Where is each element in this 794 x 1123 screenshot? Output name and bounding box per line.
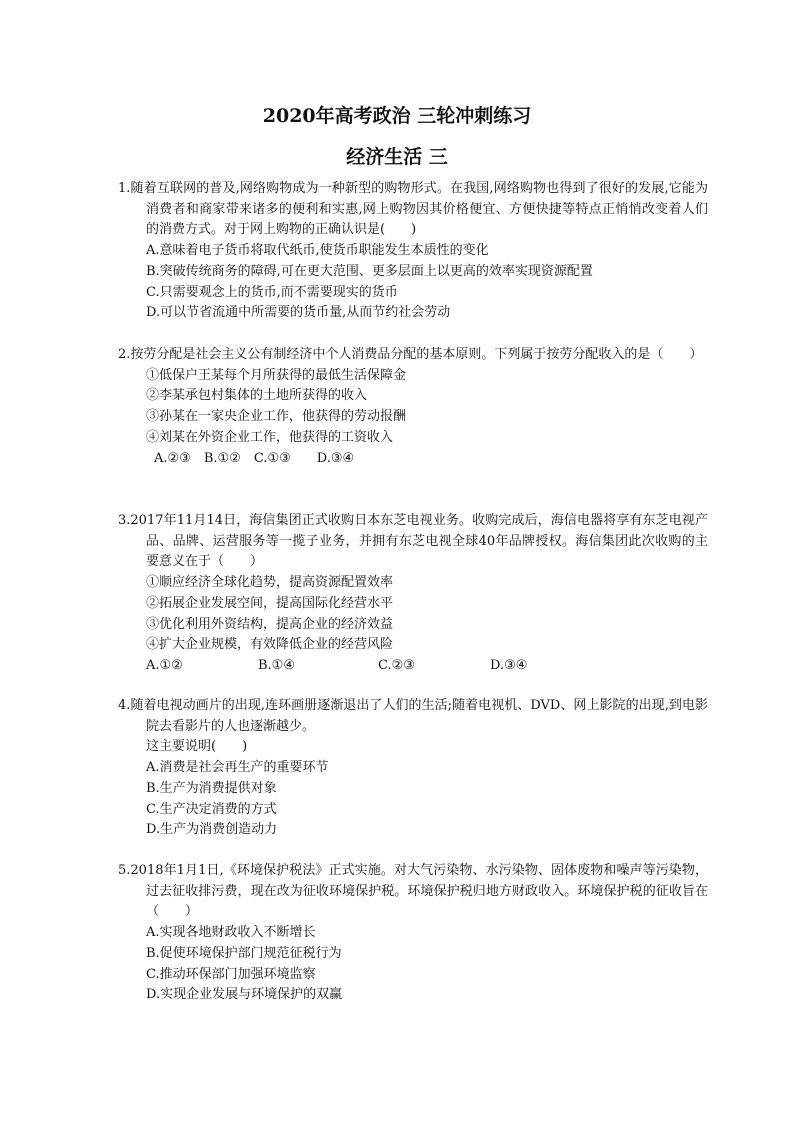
question-5-option-d: D.实现企业发展与环境保护的双赢: [146, 987, 343, 1003]
page-title: 2020年高考政治 三轮冲刺练习: [262, 105, 532, 127]
question-3-item-1: ①顺应经济全球化趋势，提高资源配置效率: [146, 575, 394, 591]
question-2-stem: 2.按劳分配是社会主义公有制经济中个人消费品分配的基本原则。下列属于按劳分配收入的是（ ）: [118, 347, 703, 362]
question-3-option-d: D.③④: [490, 657, 528, 673]
question-5-option-b: B.促使环境保护部门规范征税行为: [146, 945, 342, 961]
question-5: [118, 861, 708, 1006]
question-4-option-b: B.生产为消费提供对象: [146, 780, 277, 796]
question-4-sub-stem: 这主要说明( ): [146, 739, 248, 755]
question-3-options: [146, 656, 708, 677]
question-1: [118, 179, 708, 324]
question-4-stem: 4.随着电视动画片的出现,连环画册逐渐退出了人们的生活;随着电视机、DVD、网上影院的出现,到电影院去看影片的人也逐渐越少。: [118, 698, 708, 734]
question-2-item-2: ②李某承包村集体的土地所获得的收入: [146, 388, 368, 404]
question-5-stem: 5.2018年1月1日,《环境保护税法》正式实施。对大气污染物、水污染物、固体废物和噪声等污染物，过去征收排污费，现在改为征收环境保护税。环境保护税归地方财政收入。环境保护税的征收旨在（ ）: [118, 863, 708, 920]
question-2-item-1: ①低保户王某每个月所获得的最低生活保障金: [146, 367, 407, 383]
question-3-stem: 3.2017年11月14日，海信集团正式收购日本东芝电视业务。收购完成后，海信电器将享有东芝电视产品、品牌、运营服务等一揽子业务，并拥有东芝电视全球40年品牌授权。海信集团此次收购的主要意义在于（ ）: [118, 513, 708, 570]
question-1-option-c: C.只需要观念上的货币,而不需要现实的货币: [146, 284, 398, 300]
question-4-option-a: A.消费是社会再生产的重要环节: [146, 760, 329, 776]
question-1-option-b: B.突破传统商务的障碍,可在更大范围、更多层面上以更高的效率实现资源配置: [146, 263, 593, 279]
question-4-option-d: D.生产为消费创造动力: [146, 822, 278, 838]
question-2: [118, 345, 708, 469]
question-1-stem: 1.随着互联网的普及,网络购物成为一种新型的购物形式。在我国,网络购物也得到了很好的发展,它能为消费者和商家带来诸多的便利和实惠,网上购物因其价格便宜、方便快捷等特点正悄悄改变着人们的消费方式。对于网上购物的正确认识是( ): [118, 181, 708, 238]
question-1-option-d: D.可以节省流通中所需要的货币量,从而节约社会劳动: [146, 305, 451, 321]
question-3-option-a: A.①②: [146, 657, 183, 673]
page-subtitle: 经济生活 三: [346, 146, 448, 168]
question-3-option-c: C.②③: [378, 657, 415, 673]
question-3-item-3: ③优化利用外资结构，提高企业的经济效益: [146, 616, 394, 632]
question-3: [118, 511, 708, 677]
question-2-item-3: ③孙某在一家央企业工作，他获得的劳动报酬: [146, 409, 407, 425]
question-2-item-4: ④刘某在外资企业工作，他获得的工资收入: [146, 429, 394, 445]
question-2-answer-choices: A.②③ B.①② C.①③ D.③④: [154, 450, 355, 466]
question-5-option-a: A.实现各地财政收入不断增长: [146, 925, 316, 941]
question-5-option-c: C.推动环保部门加强环境监察: [146, 966, 316, 982]
question-3-option-b: B.①④: [258, 657, 295, 673]
question-4-option-c: C.生产决定消费的方式: [146, 801, 277, 817]
question-1-option-a: A.意味着电子货币将取代纸币,使货币职能发生本质性的变化: [146, 243, 489, 259]
question-3-item-4: ④扩大企业规模，有效降低企业的经营风险: [146, 637, 394, 653]
question-3-item-2: ②拓展企业发展空间，提高国际化经营水平: [146, 595, 394, 611]
question-4: [118, 696, 708, 841]
